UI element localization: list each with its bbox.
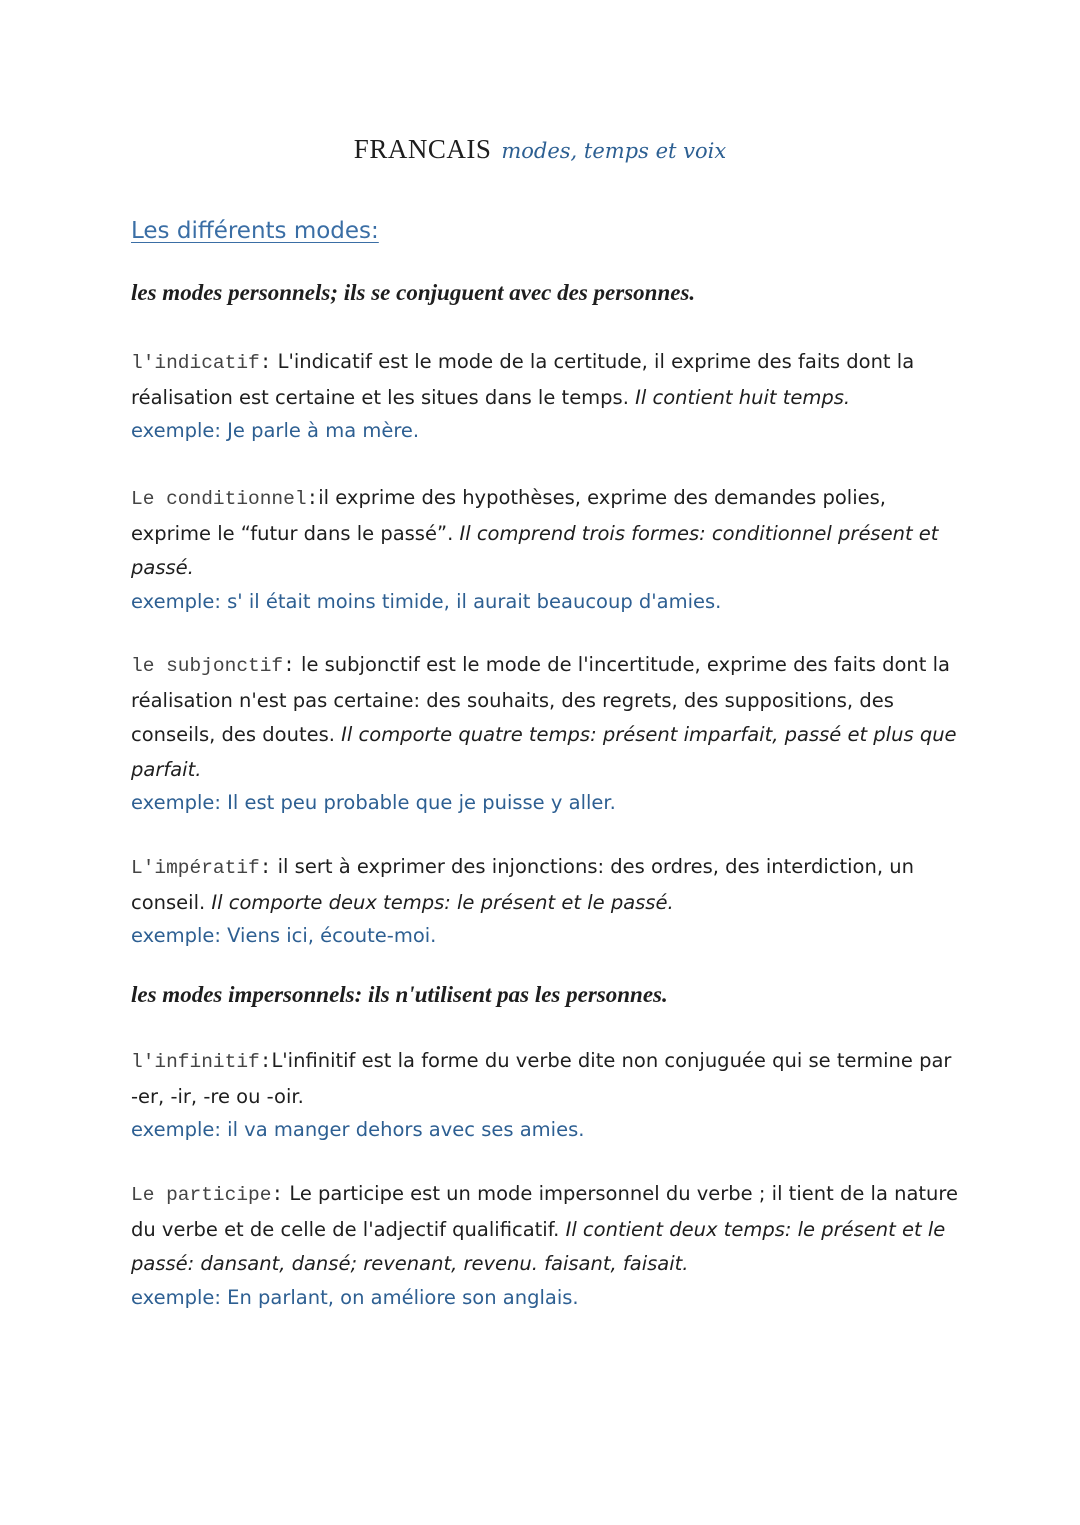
mode-example: exemple: Je parle à ma mère. xyxy=(131,419,420,442)
title-main: FRANCAIS xyxy=(353,134,492,164)
mode-example: exemple: s' il était moins timide, il aurait beaucoup d'amies. xyxy=(131,589,722,613)
title-subtitle: modes, temps et voix xyxy=(501,139,727,163)
personal-modes-heading: les modes personnels; ils se conjuguent avec des personnes. xyxy=(131,280,696,305)
mode-description: il sert à exprimer des injonctions: des ordres, des interdiction, un conseil. xyxy=(131,855,914,914)
mode-description: L'infinitif est la forme du verbe dite non conjuguée qui se termine par -er, -ir, -re ou -oir. xyxy=(131,1049,952,1108)
mode-tenses-note: Il comporte quatre temps: présent imparfait, passé et plus que parfait. xyxy=(131,723,957,781)
mode-block-indicatif: l'indicatif: L'indicatif est le mode de la certitude, il exprime des faits dont la réalisation est certaine et les situes dans le temps. Il contient huit temps. exemple: Je parle à ma mère. xyxy=(131,345,961,447)
mode-term: le subjonctif xyxy=(131,655,284,677)
mode-term: Le participe xyxy=(131,1184,272,1206)
mode-block-imperatif: L'impératif: il sert à exprimer des injonctions: des ordres, des interdiction, un conseil. Il comporte deux temps: le présent et le passé. exemple: Viens ici, écoute-moi. xyxy=(131,850,961,952)
mode-description: le subjonctif est le mode de l'incertitude, exprime des faits dont la réalisation n'est pas certaine: des souhaits, des regrets, des suppositions, des conseils, des doutes. xyxy=(131,653,950,746)
mode-block-participe: Le participe: Le participe est un mode impersonnel du verbe ; il tient de la nature du verbe et de celle de l'adjectif qualificatif. Il contient deux temps: le présent et le passé: dansant, dansé; revenant, revenu. faisant, faisait. exemple: En parlant, on améliore son anglais. xyxy=(131,1177,961,1314)
mode-tenses-note: Il comporte deux temps: le présent et le passé. xyxy=(211,890,674,914)
page-title xyxy=(0,134,1080,165)
mode-block-subjonctif: le subjonctif: le subjonctif est le mode de l'incertitude, exprime des faits dont la réalisation n'est pas certaine: des souhaits, des regrets, des suppositions, des conseils, des doutes. Il comporte quatre temps: présent imparfait, passé et plus que parfait. exemple: Il est peu probable que je puisse y aller. xyxy=(131,648,961,819)
mode-description: Le participe est un mode impersonnel du verbe ; il tient de la nature du verbe et de celle de l'adjectif qualificatif. xyxy=(131,1182,958,1241)
mode-term: L'impératif xyxy=(131,857,260,879)
mode-term: Le conditionnel xyxy=(131,488,307,510)
mode-block-infinitif: l'infinitif:L'infinitif est la forme du verbe dite non conjuguée qui se termine par -er, -ir, -re ou -oir. exemple: il va manger dehors avec ses amies. xyxy=(131,1044,961,1146)
mode-example: exemple: Il est peu probable que je puisse y aller. xyxy=(131,791,616,814)
mode-tenses-note: Il contient huit temps. xyxy=(635,385,851,409)
mode-term: l'indicatif xyxy=(131,352,260,374)
mode-example: exemple: il va manger dehors avec ses amies. xyxy=(131,1118,585,1141)
mode-tenses-note: Il comprend trois formes: conditionnel présent et passé. xyxy=(131,521,939,579)
mode-description: il exprime des hypothèses, exprime des demandes polies, exprime le “futur dans le passé”. xyxy=(131,486,886,545)
mode-example: exemple: En parlant, on améliore son anglais. xyxy=(131,1285,579,1309)
mode-tenses-note: Il contient deux temps: le présent et le passé: dansant, dansé; revenant, revenu. faisant, faisait. xyxy=(131,1217,946,1275)
mode-block-conditionnel: Le conditionnel:il exprime des hypothèses, exprime des demandes polies, exprime le “futur dans le passé”. Il comprend trois formes: conditionnel présent et passé. exemple: s' il était moins timide, il aurait beaucoup d'amies. xyxy=(131,481,961,618)
mode-term: l'infinitif xyxy=(131,1051,260,1073)
mode-example: exemple: Viens ici, écoute-moi. xyxy=(131,924,437,947)
impersonal-modes-heading: les modes impersonnels: ils n'utilisent pas les personnes. xyxy=(131,982,668,1007)
mode-description: L'indicatif est le mode de la certitude, il exprime des faits dont la réalisation est certaine et les situes dans le temps. xyxy=(131,350,915,409)
section-heading: Les différents modes: xyxy=(131,218,379,244)
